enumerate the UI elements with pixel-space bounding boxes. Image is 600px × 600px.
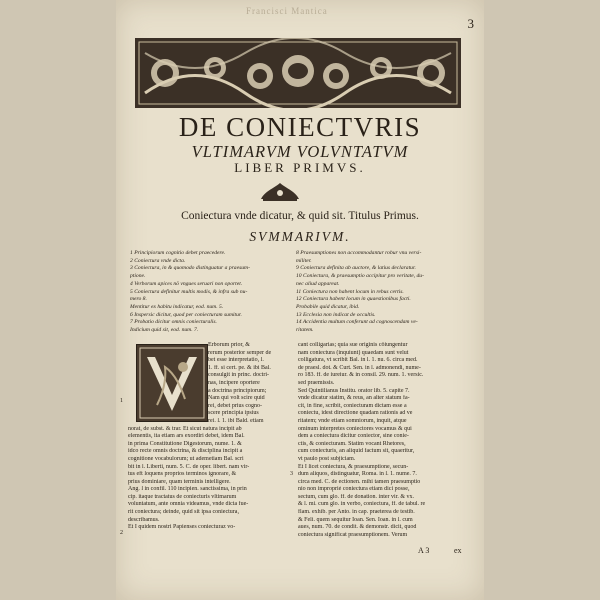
body-line: Sed Quintilianus Institu. orator lib. 5. capite 7. — [298, 387, 410, 394]
body-line: Et I licet coniectura, & praesumptione, secun- — [298, 463, 409, 470]
summary-item: Indicium quid sit, eod. num. 7. — [130, 327, 199, 334]
body-line: rit coniectura; deinde, quid sit ipsa coniectura, — [128, 509, 239, 516]
body-line: ro 183. ff. de iureiur. & in consil. 29. num. 1. versic. — [298, 372, 424, 379]
book-page — [116, 0, 484, 600]
summary-heading: SVMMARIVM. — [249, 229, 351, 244]
body-line: dem a coniectura dicitur coniector, sine conie- — [298, 433, 409, 440]
summary-column-right — [296, 250, 474, 335]
body-line: cognitione vocabulorum; ut ademetiam Bal. scri — [128, 455, 244, 462]
body-line: a doctrina principiorum; — [208, 387, 267, 394]
summary-item: militer. — [296, 257, 312, 264]
body-line: ominum interpretes coniectores vocamus & qui — [298, 425, 412, 432]
book-part: LIBER PRIMVS. — [234, 160, 366, 175]
summary-column-left — [130, 250, 296, 335]
summary-item: 3 Coniectura, in & quomodo distinguatur a praesum- — [130, 265, 250, 272]
body-line: nio non impropriè coniectura etiam dici posse, — [298, 486, 410, 493]
summary-item: ritatem. — [296, 327, 314, 334]
body-line: scere principia ipsius — [208, 410, 259, 417]
body-line: coniectu, idest directione quadam rationis ad ve — [298, 410, 413, 417]
catchword: ex — [454, 546, 462, 555]
summary-item: nec aliud appareat. — [296, 280, 340, 287]
body-line: ritatem; vnde etiam somniorum, inquit, atque — [298, 417, 407, 424]
summary-item: Mentitur ex habitu indicatur, eod. num. 5. — [130, 303, 224, 310]
section-heading: Coniectura vnde dicatur, & quid sit. Titulus Primus. — [181, 210, 419, 222]
body-line: vt paulo post subjiciam. — [298, 455, 356, 462]
decorative-headpiece — [135, 38, 461, 108]
body-column-right — [298, 342, 470, 539]
body-line: Ang. l in confil. 110 incipien. sanctissima, in prin — [128, 486, 247, 493]
headpiece-ornament-icon — [135, 38, 461, 108]
body-line: bet esse interpretatio, l. — [208, 357, 264, 364]
body-line: flam. exhib. per Anto. in cap. praeterea de testib. — [298, 509, 415, 516]
summary-item: 14 Accidentia multum conferunt ad cognoscendam ve- — [296, 319, 418, 326]
body-line: nam coniectura (inquiunt) quaedam sunt velut — [298, 349, 409, 356]
signature-mark: A 3 — [418, 546, 430, 555]
body-line: ctis, & coniecturam. Statim vocant Rhetores, — [298, 440, 406, 447]
running-header-ghost: Francisci Mantica — [246, 6, 328, 16]
body-line: cum coniecturis, an aliquid factum sit, quaeritur, — [298, 448, 415, 455]
historiated-initial-v — [136, 344, 208, 422]
body-line: in prima Constitutione Digestorum, nume. 1. & — [128, 440, 242, 447]
body-line: aues, num. 70. de condit. & demonstr. dicit, quod — [298, 524, 417, 531]
body-line: cip. itaque tractatus de coniecturis vltimarum — [128, 493, 237, 500]
body-line: rei, debet prius cogno- — [208, 402, 262, 409]
body-line: elementis, ita etiam ars exordiri debet, idem Bal. — [128, 433, 245, 440]
body-line: describamus. — [128, 516, 160, 523]
margin-number: 1 — [120, 398, 123, 404]
body-line: de praesl. dot. & Curt. Sen. in l. admonendi, nume- — [298, 364, 421, 371]
book-subtitle: VLTIMARVM VOLVNTATVM — [191, 142, 409, 161]
body-line: idco recte omnis doctrina, & disciplina incipit a — [128, 448, 243, 455]
body-line: rerum posterior semper de — [208, 349, 272, 356]
body-line: & Feli. quem sequitur Ioan. Sen. Ioan. in l. cum — [298, 516, 413, 523]
summary-item: 13 Ecclesia non indicat de occultis. — [296, 311, 376, 318]
summary-item: 10 Coniectura, & praesumptio accipitur pro veritate, du- — [296, 273, 424, 280]
summary-item: 9 Coniectura definita ab auctore, & latius declaratur. — [296, 265, 416, 272]
book-title: DE CONIECTVRIS — [178, 112, 422, 142]
body-line: Et I quidem nostri Papienses coniecturaz vo- — [128, 524, 236, 531]
body-line: norat, de subst. & trar. Et sicut natura incipit ab — [128, 425, 242, 432]
margin-number: 3 — [290, 471, 293, 477]
body-line: bit in l. Liberti, num. 5. C. de oper. libert. nam vir- — [128, 463, 250, 470]
body-line: prius dominiare, quam terminis intelligere. — [128, 478, 231, 485]
body-line: sed praemissis. — [298, 379, 335, 386]
body-line: cant colligarias; quia sue originis cōiungentur — [298, 342, 408, 348]
margin-number: 2 — [120, 530, 123, 536]
body-line: dum aliquos, distinguatur, Roma. in l. 1. nume. 7. — [298, 471, 417, 478]
body-line: sectum, cum glo. ff. de donation. inter vir. & vx. — [298, 493, 415, 500]
summary-item: 7 Probatio dicitur omnis coniecturalis. — [130, 319, 217, 326]
body-line: colligatura, vt scribit Bal. in l. 1. nu. 6. circa med. — [298, 357, 418, 364]
summary-item: 11 Coniectura non habent locum in rebus certis. — [296, 288, 404, 295]
summary-item: 5 Coniectura definitur multis modis, & infra sub nu- — [130, 288, 248, 295]
body-line: nas, incipere oportere — [208, 379, 260, 386]
body-line: 1. ff. si cert. pe. & ibi Bal. — [208, 364, 271, 371]
summary-item: mero 8. — [130, 296, 147, 303]
summary-item: ptione. — [130, 273, 146, 280]
summary-item: 8 Praesumptiones non accommodantur robur vnu versi- — [296, 250, 422, 256]
body-line: voluntatum, ante omnia videamus, vnde dicta fue- — [128, 501, 249, 508]
body-line: coniectura significat praesumptionem. Verum — [298, 531, 408, 538]
body-line: Erborum prior, & — [208, 342, 250, 348]
body-line: rei. l. 1. ibi Bald. etiam — [208, 417, 264, 424]
body-line: vnde dicatur statim, & reus, an alter statum fa- — [298, 395, 410, 402]
fleuron-icon — [259, 181, 301, 203]
body-line: consulgit in princ. doctri- — [208, 372, 269, 379]
body-line: cit, in fine, scribit, coniecturam dictam esse a — [298, 402, 407, 409]
body-line: Nam qui volt scire quid — [208, 395, 265, 402]
body-line: & l. mi. cum glo. in verbo, coniectura, ff. de tabul. re — [298, 501, 426, 508]
summary-item: Probabile quid dicatur, ibid. — [296, 303, 360, 310]
summary-item: 4 Verborum apices nō vngues seruari non oportet. — [130, 280, 243, 287]
summary-item: 2 Coniectura vnde dicta. — [130, 257, 186, 264]
summary-item: 1 Principiorum cognitio debet praecedere. — [130, 250, 226, 256]
summary-item: 12 Coniectura habent locum in quaestionibus facti. — [296, 296, 411, 303]
page-number: 3 — [467, 16, 474, 31]
body-line: tus eft loquens proprios terminos ignorare, & — [128, 471, 237, 478]
initial-letter-v-icon — [137, 345, 207, 421]
body-line: circa med. C. de ectionen. mihi tamen praesumptio — [298, 478, 421, 485]
summary-item: 6 Inspersic dicitur, quod per coniecturam sumitur. — [130, 311, 242, 318]
